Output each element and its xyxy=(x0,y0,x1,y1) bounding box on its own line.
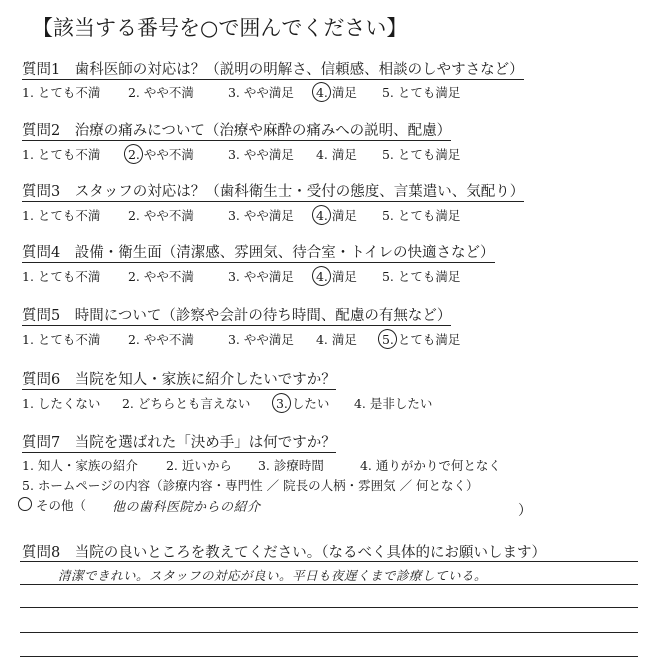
q1-option-3[interactable]: 3. やや満足 xyxy=(227,85,294,100)
q4-selected-number: 4. xyxy=(315,269,328,284)
question-2-label: 質問2 治療の痛みについて（治療や麻酔の痛みへの説明、配慮） xyxy=(22,123,452,139)
q3-option-4[interactable] xyxy=(316,206,378,224)
q7-option-4[interactable]: 4. 通りがかりで何となく xyxy=(359,458,501,473)
q2-selected-number: 2. xyxy=(127,147,140,162)
q5-option-5-label: とても満足 xyxy=(397,332,461,347)
q5-option-4[interactable]: 4. 満足 xyxy=(315,332,357,347)
q6-option-2[interactable]: 2. どちらとも言えない xyxy=(121,396,251,411)
q6-option-1[interactable]: 1. したくない xyxy=(22,396,101,411)
q7-option-3[interactable]: 3. 診療時間 xyxy=(257,458,324,473)
q2-option-5[interactable]: 5. とても満足 xyxy=(381,147,461,162)
q4-option-1[interactable]: 1. とても不満 xyxy=(22,269,101,284)
question-2 xyxy=(22,119,451,140)
q2-option-2[interactable] xyxy=(128,145,224,163)
q4-option-4-label: 満足 xyxy=(331,269,357,284)
q1-option-2[interactable]: 2. やや不満 xyxy=(127,85,194,100)
q7-option-2[interactable]: 2. 近いから xyxy=(165,458,232,473)
q2-option-3[interactable]: 3. やや満足 xyxy=(227,147,294,162)
question-1-options xyxy=(22,83,460,101)
question-3-options xyxy=(22,206,460,224)
question-4 xyxy=(22,241,495,262)
q7-option-5[interactable]: 5. ホームページの内容（診療内容・専門性 ／ 院長の人柄・雰囲気 ／ 何となく） xyxy=(22,478,479,493)
question-6-label: 質問6 当院を知人・家族に紹介したいですか？ xyxy=(22,372,336,388)
q5-option-2[interactable]: 2. やや不満 xyxy=(127,332,194,347)
q1-option-4-label: 満足 xyxy=(331,85,357,100)
q8-handwritten-answer[interactable]: 清潔できれい。スタッフの対応が良い。平日も夜遅くまで診療している。 xyxy=(58,568,488,583)
q5-option-3[interactable]: 3. やや満足 xyxy=(227,332,294,347)
q1-option-5[interactable]: 5. とても満足 xyxy=(381,85,461,100)
answer-line-4 xyxy=(20,632,638,633)
q5-option-5[interactable] xyxy=(382,330,460,348)
question-5-options xyxy=(22,330,460,348)
question-3-label: 質問3 スタッフの対応は？（歯科衛生士・受付の態度、言葉遣い、気配り） xyxy=(22,184,525,200)
q6-option-3-label: したい xyxy=(291,396,330,411)
question-7 xyxy=(22,431,336,452)
question-4-label: 質問4 設備・衛生面（清潔感、雰囲気、待合室・トイレの快適さなど） xyxy=(22,245,495,261)
q3-selected-number: 4. xyxy=(315,208,328,223)
answer-line-2 xyxy=(20,584,638,585)
q3-option-2[interactable]: 2. やや不満 xyxy=(127,208,194,223)
q2-option-4[interactable]: 4. 満足 xyxy=(315,147,357,162)
answer-line-5 xyxy=(20,656,638,657)
q7-other-handwritten[interactable]: 他の歯科医院からの紹介 xyxy=(112,500,261,515)
q7-selected-circle xyxy=(18,497,32,511)
q3-option-4-label: 満足 xyxy=(331,208,357,223)
question-2-options xyxy=(22,145,460,163)
q6-option-4[interactable]: 4. 是非したい xyxy=(353,396,433,411)
question-8-label: 質問8 当院の良いところを教えてください。（なるべく具体的にお願いします） xyxy=(22,545,546,561)
question-6 xyxy=(22,368,336,389)
form-title: 【該当する番号を○で囲んでください】 xyxy=(32,16,408,40)
q3-option-3[interactable]: 3. やや満足 xyxy=(227,208,294,223)
question-4-options xyxy=(22,267,460,285)
answer-line-3 xyxy=(20,607,638,608)
question-1-label: 質問1 歯科医師の対応は？（説明の明解さ、信頼感、相談のしやすさなど） xyxy=(22,62,524,78)
answer-line-1 xyxy=(20,561,638,562)
q6-selected-number: 3. xyxy=(275,396,288,411)
q1-selected-number: 4. xyxy=(315,85,328,100)
question-3 xyxy=(22,180,524,201)
q4-option-5[interactable]: 5. とても満足 xyxy=(381,269,461,284)
q7-option-6[interactable] xyxy=(20,496,87,514)
question-5-label: 質問5 時間について（診察や会計の待ち時間、配慮の有無など） xyxy=(22,308,452,324)
q7-option-1[interactable]: 1. 知人・家族の紹介 xyxy=(22,458,138,473)
question-7-options-row-1 xyxy=(22,456,501,474)
q5-selected-number: 5. xyxy=(381,332,394,347)
q7-close-paren: ） xyxy=(518,503,532,519)
question-7-label: 質問7 当院を選ばれた「決め手」は何ですか？ xyxy=(22,435,336,451)
q3-option-5[interactable]: 5. とても満足 xyxy=(381,208,461,223)
q4-option-3[interactable]: 3. やや満足 xyxy=(227,269,294,284)
question-6-options xyxy=(22,394,432,412)
q5-option-1[interactable]: 1. とても不満 xyxy=(22,332,101,347)
q3-option-1[interactable]: 1. とても不満 xyxy=(22,208,101,223)
q2-option-2-label: やや不満 xyxy=(143,147,194,162)
q4-option-2[interactable]: 2. やや不満 xyxy=(127,269,194,284)
q7-option-6-label: その他（ xyxy=(36,498,87,513)
q4-option-4[interactable] xyxy=(316,267,378,285)
q1-option-1[interactable]: 1. とても不満 xyxy=(22,85,101,100)
question-5 xyxy=(22,304,451,325)
q2-option-1[interactable]: 1. とても不満 xyxy=(22,147,101,162)
q6-option-3[interactable] xyxy=(276,394,350,412)
question-1 xyxy=(22,58,524,79)
q1-option-4[interactable] xyxy=(316,83,378,101)
